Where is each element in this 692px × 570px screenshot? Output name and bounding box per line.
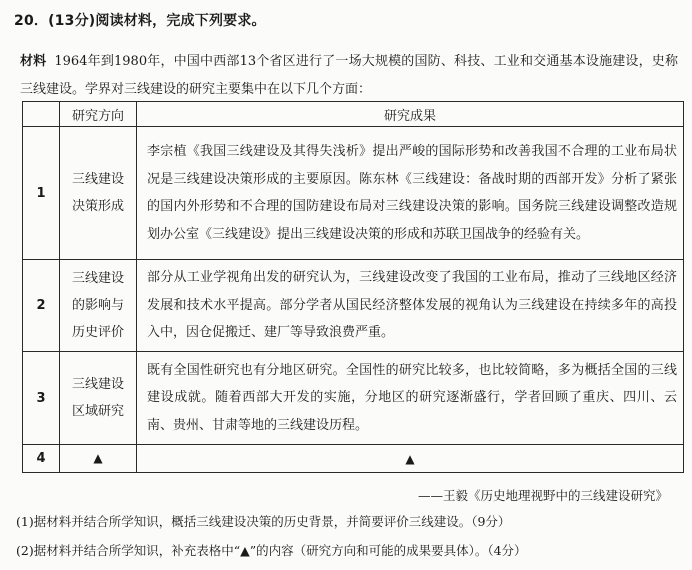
row-number: 4 <box>23 445 60 473</box>
blank-result-marker <box>137 445 684 473</box>
header-result: 研究成果 <box>137 102 684 127</box>
material-paragraph <box>20 48 678 104</box>
row-result: 既有全国性研究也有分地区研究。全国性的研究比较多，也比较简略，多为概括全国的三线建设成就。随着西部大开发的实施，分地区的研究逐渐盛行，学者回顾了重庆、四川、云南、贵州、甘肃等地的三线建设历程。 <box>137 352 684 445</box>
blank-direction-marker <box>60 445 137 473</box>
subquestion-1: (1)据材料并结合所学知识，概括三线建设决策的历史背景，并简要评价三线建设。（9分） <box>16 514 511 529</box>
row-direction <box>60 352 137 445</box>
table-row <box>23 352 684 445</box>
row-number: 2 <box>23 260 60 352</box>
subquestion-2: (2)据材料并结合所学知识，补充表格中“▲”的内容（研究方向和可能的成果要具体）。（4分） <box>16 543 527 558</box>
direction-line: 三线建设 <box>71 172 124 187</box>
header-number <box>23 102 60 127</box>
material-text: 1964年到1980年，中国中西部13个省区进行了一场大规模的国防、科技、工业和交通基本设施建设，史称三线建设。学界对三线建设的研究主要集中在以下几个方面： <box>20 54 678 97</box>
direction-line: 决策形成 <box>71 199 124 214</box>
row-direction <box>60 127 137 260</box>
row-number: 1 <box>23 127 60 260</box>
research-table <box>22 101 684 473</box>
table-header-row <box>23 102 684 127</box>
table-row <box>23 445 684 473</box>
direction-line: 的影响与 <box>71 298 124 313</box>
source-citation: ——王毅《历史地理视野中的三线建设研究》 <box>417 488 668 503</box>
header-direction: 研究方向 <box>60 102 137 127</box>
row-direction <box>60 260 137 352</box>
row-number: 3 <box>23 352 60 445</box>
triangle-icon: ▲ <box>93 451 103 465</box>
direction-line: 三线建设 <box>71 377 124 392</box>
table-row <box>23 127 684 260</box>
direction-line: 三线建设 <box>71 271 124 286</box>
row-result: 李宗植《我国三线建设及其得失浅析》提出严峻的国际形势和改善我国不合理的工业布局状况是三线建设决策形成的主要原因。陈东林《三线建设：备战时期的西部开发》分析了紧张的国内外形势和不合理的国防建设布局对三线建设决策的影响。国务院三线建设调整改造规划办公室《三线建设》提出三线建设决策的形成和苏联卫国战争的经验有关。 <box>137 127 684 260</box>
question-title: 20．(13分)阅读材料，完成下列要求。 <box>14 13 266 29</box>
direction-line: 历史评价 <box>71 325 124 340</box>
direction-line: 区域研究 <box>71 404 124 419</box>
row-result: 部分从工业学视角出发的研究认为，三线建设改变了我国的工业布局，推动了三线地区经济发展和技术水平提高。部分学者从国民经济整体发展的视角认为三线建设在持续多年的高投入中，因仓促搬迁、建厂等导致浪费严重。 <box>137 260 684 352</box>
material-label: 材料 <box>20 54 47 69</box>
table-row <box>23 260 684 352</box>
triangle-icon: ▲ <box>405 451 415 466</box>
